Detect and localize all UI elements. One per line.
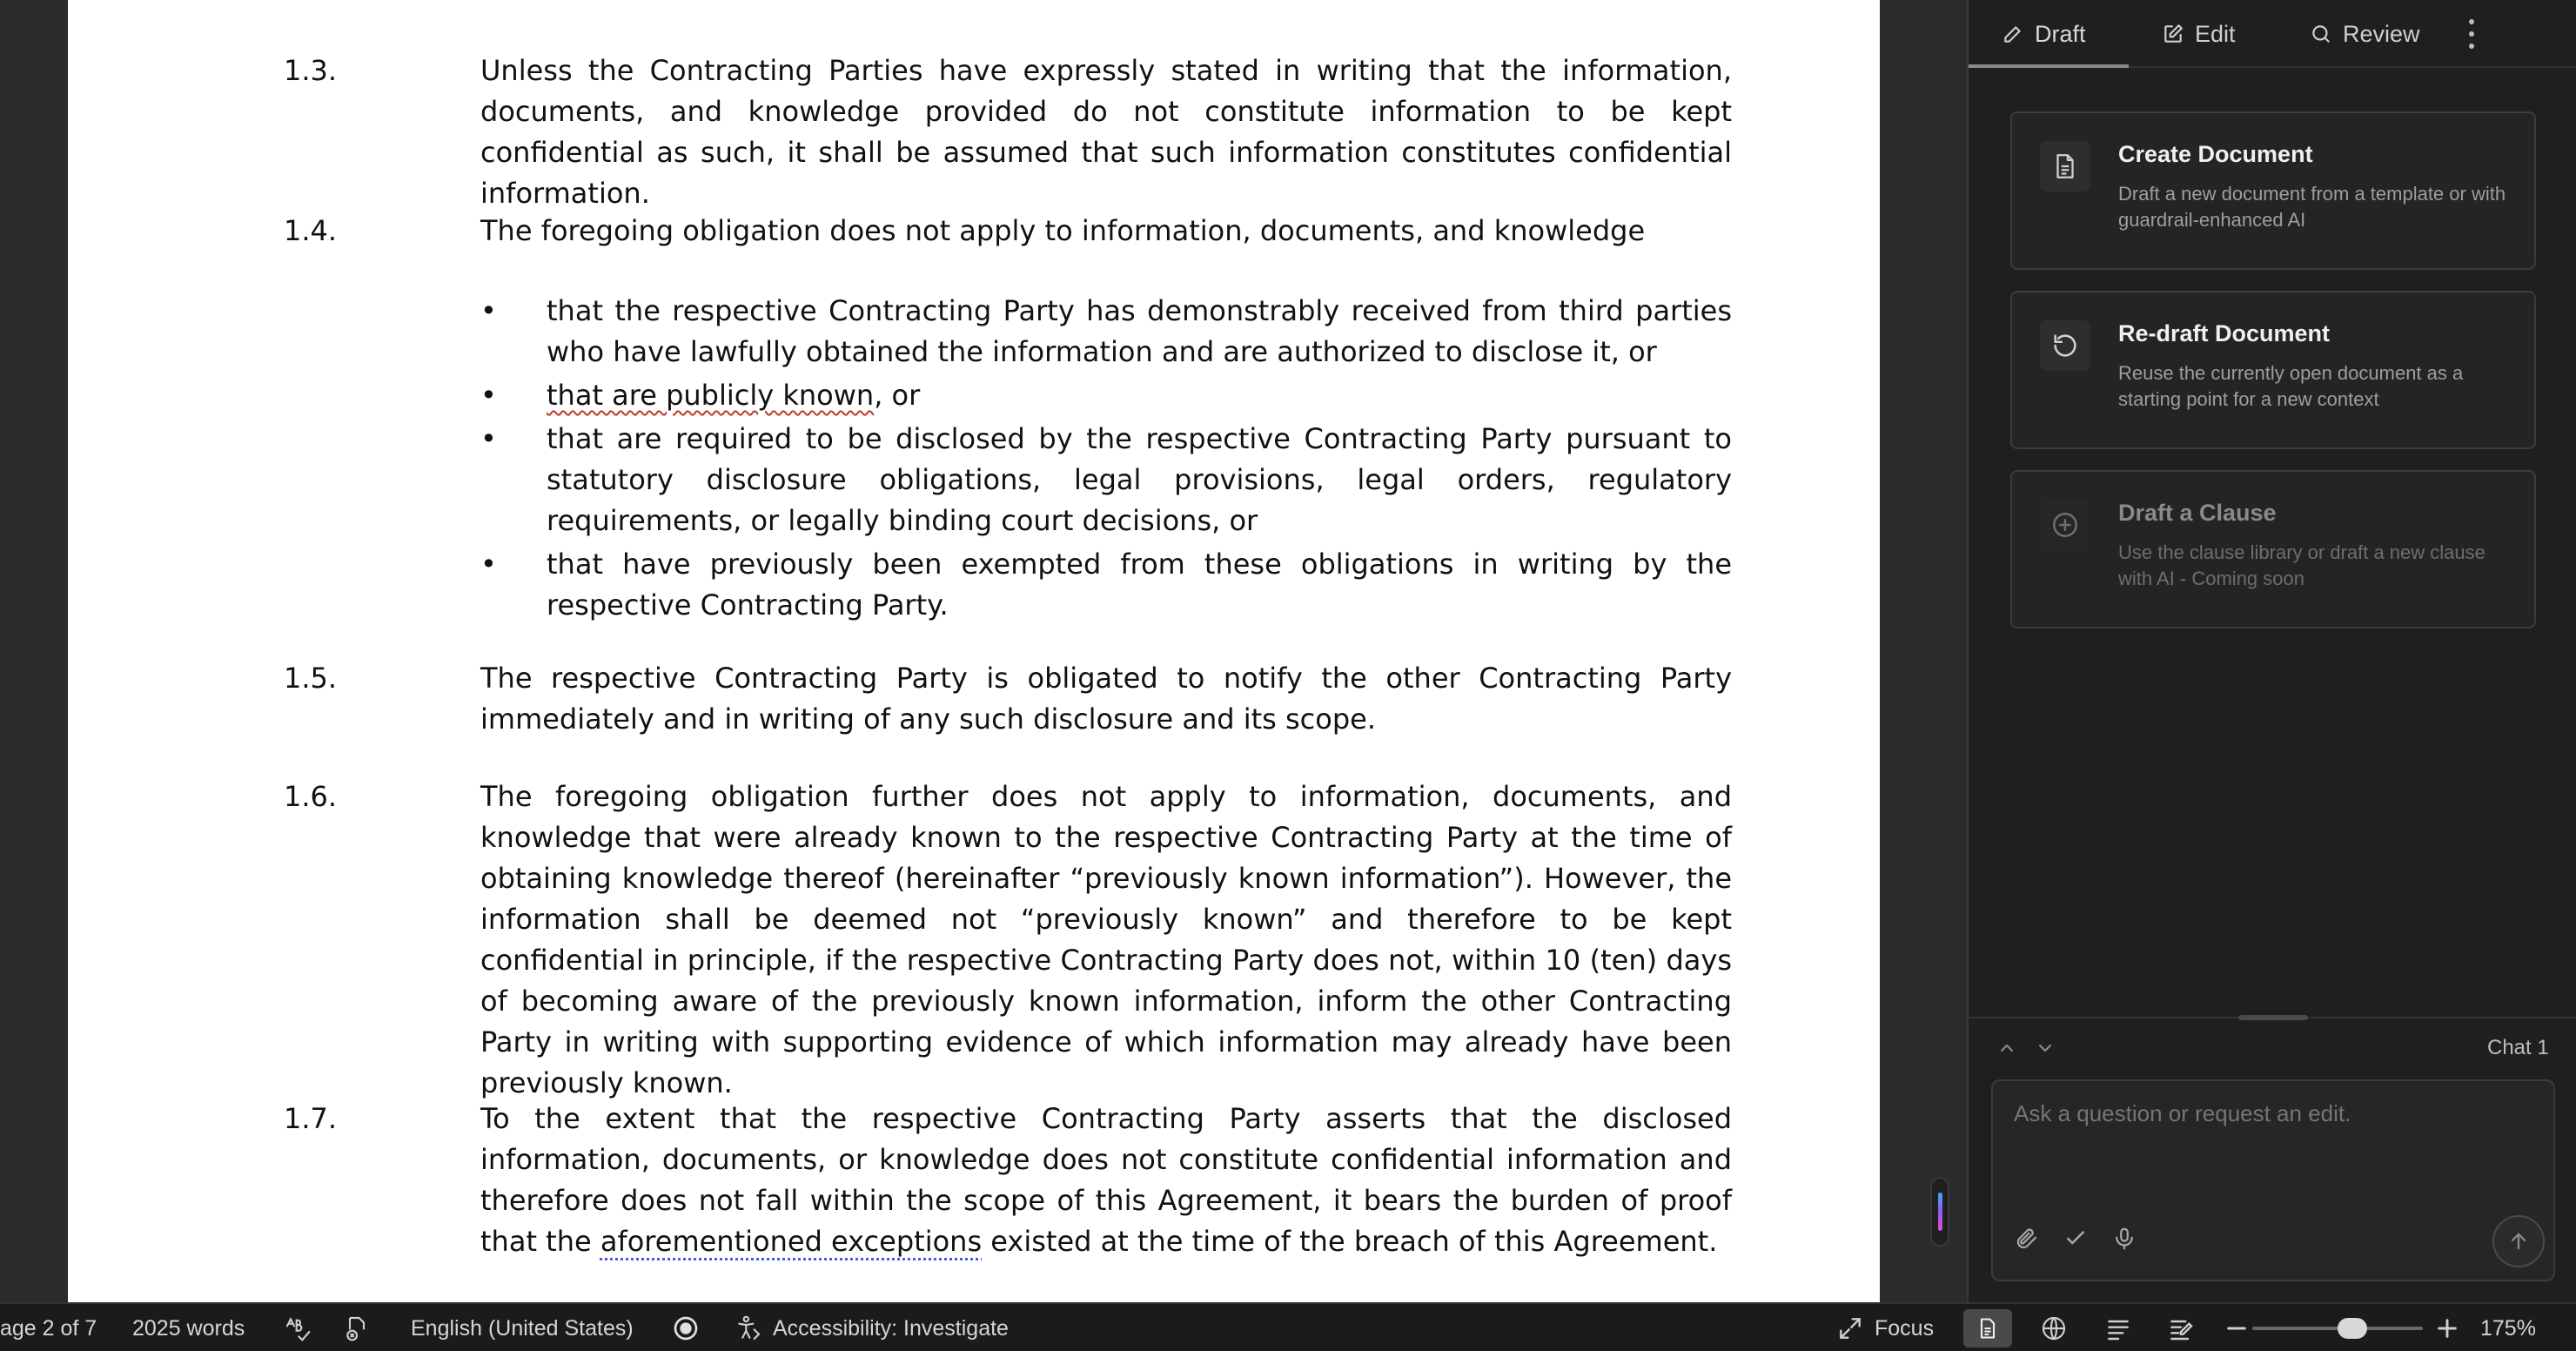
- assistant-panel: [1967, 0, 2576, 1302]
- tab-label: Edit: [2195, 20, 2236, 47]
- clause-text-part: existed at the time of the breach of this Agreement.: [982, 1225, 1718, 1258]
- proofing-button[interactable]: [284, 1304, 312, 1351]
- ai-assistant-handle[interactable]: [1930, 1177, 1949, 1247]
- record-icon: [672, 1314, 700, 1342]
- spelling-flagged-text[interactable]: that are publicly known: [547, 379, 875, 412]
- list-item[interactable]: • that are required to be disclosed by the respective Contracting Party pursuant to statutory disclosure obligations, legal provisions, legal orders, regulatory requirements, or legally binding court decisions, or: [480, 419, 1732, 541]
- word-count-text: 2025 words: [132, 1315, 245, 1341]
- focus-label: Focus: [1875, 1315, 1935, 1341]
- list-item[interactable]: [480, 375, 1732, 416]
- clause-number: 1.7.: [284, 1102, 338, 1135]
- list-item[interactable]: • that the respective Contracting Party has demonstrably received from third parties who have lawfully obtained the information and are authorized to disclose it, or: [480, 291, 1732, 373]
- lines-icon: [2104, 1314, 2132, 1342]
- clause-text-part: To the extent that the respective Contracting Party asserts that the disclosed information, documents, or knowledge does not constitute confidential information and therefore does not fall within the scope of this Agreement, it bears the burden of proof that the: [480, 1102, 1732, 1258]
- redraft-document-card[interactable]: [2010, 291, 2536, 449]
- active-tab-indicator: [1969, 64, 2129, 68]
- language-text: English (United States): [411, 1315, 634, 1341]
- pencil-icon: [2002, 23, 2024, 45]
- card-description: Draft a new document from a template or with guardrail-enhanced AI: [2118, 183, 2506, 231]
- chat-composer: [1991, 1079, 2555, 1281]
- card-description: Reuse the currently open document as a starting point for a new context: [2118, 362, 2464, 410]
- zoom-level[interactable]: [2480, 1304, 2536, 1351]
- plus-circle-icon: [2040, 500, 2090, 550]
- clause-number: 1.3.: [284, 54, 338, 87]
- tab-label: Review: [2343, 20, 2420, 47]
- card-title: Re-draft Document: [2118, 320, 2331, 346]
- list-item-text: , or: [874, 379, 921, 412]
- expand-icon: [1836, 1314, 1864, 1342]
- tab-label: Draft: [2035, 20, 2086, 47]
- card-title: Create Document: [2118, 141, 2313, 167]
- document-alert-icon: [343, 1314, 371, 1342]
- accessibility-icon: [735, 1314, 762, 1342]
- arrow-up-icon: [2506, 1229, 2531, 1254]
- page-layout-icon: [1976, 1314, 2000, 1342]
- paperclip-icon[interactable]: [2014, 1226, 2040, 1252]
- accessibility-checker[interactable]: [735, 1304, 1009, 1351]
- card-title: Draft a Clause: [2118, 500, 2277, 526]
- exception-bullet-list: [480, 291, 1732, 628]
- search-icon: [2310, 23, 2332, 45]
- chevron-down-icon[interactable]: [2035, 1038, 2056, 1059]
- language-selector[interactable]: [411, 1304, 634, 1351]
- list-item[interactable]: • that have previously been exempted from these obligations in writing by the respective Contracting Party.: [480, 544, 1732, 626]
- draft-view-button[interactable]: [2167, 1304, 2195, 1351]
- clause-text[interactable]: [480, 1099, 1732, 1262]
- clause-number: 1.4.: [284, 214, 338, 247]
- focus-button[interactable]: [1836, 1304, 1934, 1351]
- refresh-icon: [2040, 320, 2090, 371]
- word-count[interactable]: [132, 1304, 245, 1351]
- more-options-icon[interactable]: [2463, 19, 2480, 49]
- minus-icon: [2223, 1314, 2251, 1342]
- chat-input[interactable]: [2014, 1100, 2536, 1127]
- microphone-icon[interactable]: [2111, 1226, 2137, 1252]
- send-button[interactable]: [2492, 1215, 2545, 1267]
- plus-icon: [2433, 1314, 2461, 1342]
- document-icon: [2040, 141, 2090, 192]
- panel-tabs: [1969, 0, 2576, 68]
- clause-number: 1.5.: [284, 662, 338, 695]
- page-counter-text: age 2 of 7: [0, 1315, 97, 1341]
- track-changes-button[interactable]: [343, 1304, 371, 1351]
- print-layout-button[interactable]: [1963, 1309, 2012, 1348]
- record-button[interactable]: [672, 1304, 700, 1351]
- tab-review[interactable]: [2310, 0, 2420, 68]
- clause-text[interactable]: The foregoing obligation does not apply to information, documents, and knowledge: [480, 214, 1646, 247]
- status-bar: [0, 1302, 2576, 1351]
- chat-toolbar: [2014, 1226, 2137, 1252]
- clause-text[interactable]: The respective Contracting Party is obligated to notify the other Contracting Party immediately and in writing of any such disclosure and its scope.: [480, 662, 1732, 736]
- chat-session-label[interactable]: Chat 1: [2487, 1036, 2549, 1059]
- proofing-icon: [284, 1314, 312, 1342]
- zoom-out-button[interactable]: [2223, 1304, 2251, 1351]
- tab-edit[interactable]: [2162, 0, 2236, 68]
- document-page[interactable]: [68, 0, 1880, 1302]
- outline-button[interactable]: [2104, 1304, 2132, 1351]
- edit-square-icon: [2162, 23, 2184, 45]
- clause-text[interactable]: Unless the Contracting Parties have expressly stated in writing that the information, documents, and knowledge provided do not constitute information to be kept confidential as such, it shall be assumed that such information constitutes confidential information.: [480, 54, 1732, 210]
- card-description: Use the clause library or draft a new clause with AI - Coming soon: [2118, 541, 2485, 589]
- checkmark-icon[interactable]: [2063, 1226, 2089, 1252]
- web-layout-button[interactable]: [2040, 1304, 2068, 1351]
- clause-text[interactable]: The foregoing obligation further does not apply to information, documents, and knowledge that were already known to the respective Contracting Party at the time of obtaining knowledge thereof (hereinafter “previously known information”). However, the information shall be deemed not “previously known” and therefore to be kept confidential in principle, if the respective Contracting Party does not, within 10 (ten) days of becoming aware of the previously known information, inform the other Contracting Party in writing with supporting evidence of which information may already have been previously known.: [480, 780, 1732, 1099]
- resize-handle[interactable]: [2238, 1015, 2308, 1020]
- tab-draft[interactable]: [2002, 0, 2086, 68]
- page-counter[interactable]: [0, 1304, 97, 1351]
- zoom-level-text: 175%: [2480, 1315, 2536, 1341]
- globe-icon: [2040, 1314, 2068, 1342]
- accessibility-text: Accessibility: Investigate: [773, 1315, 1009, 1341]
- create-document-card[interactable]: [2010, 111, 2536, 270]
- zoom-in-button[interactable]: [2433, 1304, 2461, 1351]
- draft-clause-card: [2010, 470, 2536, 628]
- clause-number: 1.6.: [284, 780, 338, 813]
- chevron-up-icon[interactable]: [1996, 1038, 2017, 1059]
- zoom-slider-thumb[interactable]: [2338, 1318, 2367, 1339]
- draft-lines-icon: [2167, 1314, 2195, 1342]
- grammar-flagged-text[interactable]: aforementioned exceptions: [600, 1225, 983, 1258]
